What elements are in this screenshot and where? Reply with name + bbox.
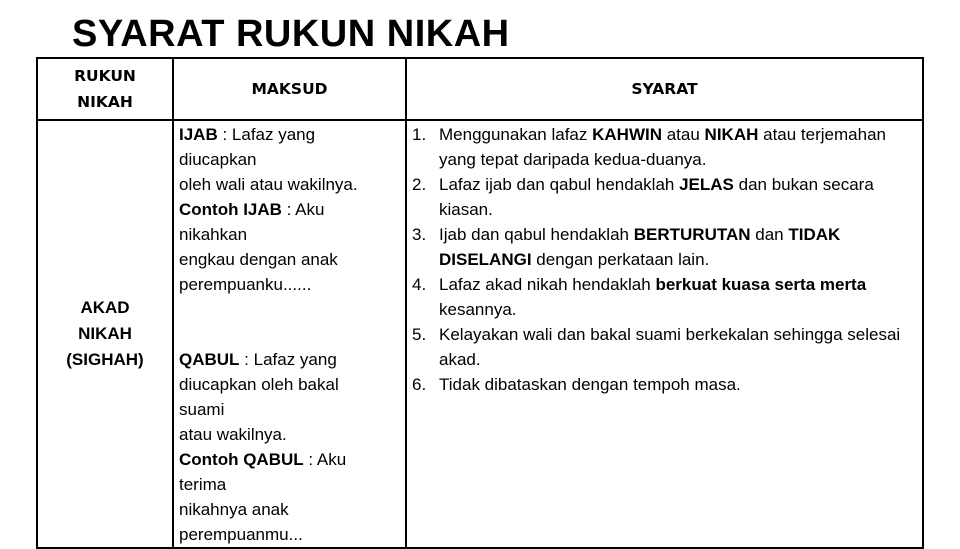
header-syarat: SYARAT bbox=[406, 58, 923, 120]
header-rukun-line2: NIKAH bbox=[77, 93, 133, 111]
page-title: SYARAT RUKUN NIKAH bbox=[72, 13, 510, 55]
qabul-term: QABUL bbox=[179, 350, 240, 369]
qabul-definition: QABUL : Lafaz yang bbox=[179, 350, 337, 369]
rukun-line2: NIKAH bbox=[78, 324, 132, 343]
spacer bbox=[179, 297, 403, 322]
list-item: 6. Tidak dibataskan dengan tempoh masa. bbox=[412, 375, 741, 394]
ijab-example: Contoh IJAB : Aku bbox=[179, 200, 325, 219]
table-header-row bbox=[37, 58, 923, 120]
list-item: 3. Ijab dan qabul hendaklah BERTURUTAN dan TIDAK DISELANGI dengan perkataan lain. bbox=[412, 225, 841, 269]
list-item: 5. Kelayakan wali dan bakal suami berkekalan sehingga selesai akad. bbox=[412, 325, 901, 369]
table-row bbox=[37, 120, 923, 548]
qabul-example-term: Contoh QABUL bbox=[179, 450, 304, 469]
rukun-cell bbox=[37, 120, 173, 548]
rukun-nikah-table bbox=[36, 57, 924, 549]
rukun-line1: AKAD bbox=[80, 298, 130, 317]
header-rukun-line1: RUKUN bbox=[74, 67, 136, 85]
syarat-list bbox=[412, 122, 918, 397]
spacer bbox=[179, 322, 403, 347]
rukun-line3: (SIGHAH) bbox=[66, 350, 144, 369]
list-item: 1. Menggunakan lafaz KAHWIN atau NIKAH atau terjemahan yang tepat daripada kedua-duanya. bbox=[412, 125, 886, 169]
ijab-definition: IJAB : Lafaz yang bbox=[179, 125, 316, 144]
list-item: 4. Lafaz akad nikah hendaklah berkuat kuasa serta merta kesannya. bbox=[412, 275, 867, 319]
header-rukun-nikah bbox=[37, 58, 173, 120]
ijab-example-term: Contoh IJAB bbox=[179, 200, 282, 219]
header-maksud: MAKSUD bbox=[173, 58, 406, 120]
qabul-example: Contoh QABUL : Aku bbox=[179, 450, 347, 469]
syarat-cell bbox=[406, 120, 923, 548]
ijab-term: IJAB bbox=[179, 125, 218, 144]
maksud-cell: IJAB : Lafaz yang diucapkan oleh wali atau wakilnya. Contoh IJAB : Aku nikahkan engkau dengan anak perempuanku...... QABUL : Lafaz yang diucapkan oleh bakal suami atau wakilnya. Contoh QABUL : Aku terima nikahnya anak perempuanmu... bbox=[173, 120, 406, 548]
list-item: 2. Lafaz ijab dan qabul hendaklah JELAS dan bukan secara kiasan. bbox=[412, 175, 874, 219]
